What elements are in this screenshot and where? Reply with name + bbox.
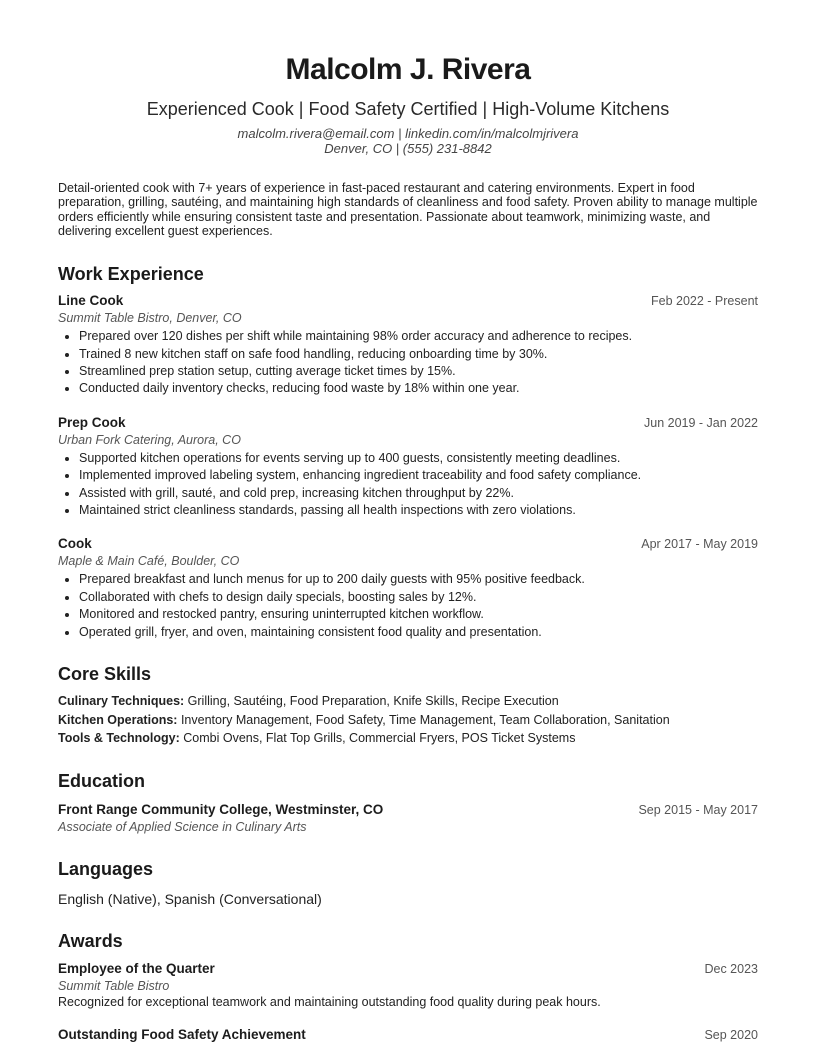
- skill-label: Culinary Techniques:: [58, 694, 185, 709]
- skill-value: Grilling, Sautéing, Food Preparation, Knife Skills, Recipe Execution: [187, 694, 559, 709]
- contact-line-email-linkedin: malcolm.rivera@email.com | linkedin.com/in/malcolmjrivera: [237, 126, 579, 141]
- award-entry: [58, 960, 758, 1010]
- contact-line-location-phone: Denver, CO | (555) 231-8842: [324, 141, 492, 156]
- award-organization: Summit Table Bistro: [58, 978, 170, 993]
- bullet-item: • Assisted with grill, sauté, and cold prep, increasing kitchen throughput by 22%.: [79, 485, 758, 502]
- skill-line: [58, 692, 758, 711]
- bullet-item: • Supported kitchen operations for events serving up to 400 guests, consistently meeting deadlines.: [79, 450, 758, 467]
- degree: Associate of Applied Science in Culinary Arts: [58, 819, 307, 834]
- job-employer: Maple & Main Café, Boulder, CO: [58, 554, 240, 569]
- core-skills-section: [58, 663, 758, 748]
- skill-label: Kitchen Operations:: [58, 712, 178, 727]
- bullet-item: • Monitored and restocked pantry, ensuring uninterrupted kitchen workflow.: [79, 606, 758, 623]
- award-date: Dec 2023: [704, 961, 758, 976]
- job-dates: Apr 2017 - May 2019: [641, 537, 758, 552]
- bullet-item: • Implemented improved labeling system, enhancing ingredient traceability and food safety compliance.: [79, 467, 758, 484]
- job-entry: [58, 414, 758, 520]
- job-dates: Jun 2019 - Jan 2022: [644, 415, 758, 430]
- job-title: Prep Cook: [58, 414, 126, 430]
- languages-section: [58, 858, 758, 908]
- bullet-item: • Operated grill, fryer, and oven, maintaining consistent food quality and presentation.: [79, 624, 758, 641]
- job-entry: [58, 535, 758, 641]
- job-bullets: [58, 571, 758, 641]
- school-name: Front Range Community College, Westminster, CO: [58, 801, 384, 817]
- bullet-item: • Streamlined prep station setup, cutting average ticket times by 15%.: [79, 363, 758, 380]
- candidate-name: Malcolm J. Rivera: [285, 53, 531, 86]
- job-bullets: [58, 450, 758, 520]
- award-title: Employee of the Quarter: [58, 960, 215, 976]
- award-description: Recognized for exceptional teamwork and maintaining outstanding food quality during peak hours.: [58, 994, 601, 1009]
- skill-value: Combi Ovens, Flat Top Grills, Commercial Fryers, POS Ticket Systems: [183, 731, 576, 746]
- skill-line: [58, 711, 758, 730]
- bullet-item: • Prepared over 120 dishes per shift while maintaining 98% order accuracy and adherence to recipes.: [79, 328, 758, 345]
- work-experience-section: [58, 263, 758, 641]
- skill-value: Inventory Management, Food Safety, Time Management, Team Collaboration, Sanitation: [180, 712, 670, 727]
- section-title-awards: Awards: [58, 930, 123, 951]
- languages-text: English (Native), Spanish (Conversational): [58, 890, 322, 907]
- professional-summary: Detail-oriented cook with 7+ years of experience in fast-paced restaurant and catering environments. Expert in food preparation, grilling, sautéing, and maintaining high standards of cleanliness and food safety. Proven ability to manage multiple orders efficiently while ensuring consistent taste and presentation. Passionate about teamwork, minimizing waste, and delivering excellent guest experiences.: [58, 181, 758, 238]
- skill-line: [58, 729, 758, 748]
- award-entry: [58, 1026, 758, 1044]
- job-title: Cook: [58, 536, 92, 552]
- section-title-work-experience: Work Experience: [58, 264, 204, 285]
- job-dates: Feb 2022 - Present: [650, 294, 758, 309]
- bullet-item: • Trained 8 new kitchen staff on safe food handling, reducing onboarding time by 30%.: [79, 346, 758, 363]
- bullet-item: • Prepared breakfast and lunch menus for up to 200 daily guests with 95% positive feedback.: [79, 571, 758, 588]
- bullet-item: • Collaborated with chefs to design daily specials, boosting sales by 12%.: [79, 589, 758, 606]
- education-dates: Sep 2015 - May 2017: [638, 802, 758, 817]
- job-entry: [58, 292, 758, 398]
- section-title-education: Education: [58, 770, 146, 791]
- awards-section: [58, 930, 758, 1044]
- job-employer: Urban Fork Catering, Aurora, CO: [58, 432, 241, 447]
- section-title-languages: Languages: [58, 858, 154, 879]
- award-date: Sep 2020: [704, 1027, 758, 1042]
- job-employer: Summit Table Bistro, Denver, CO: [58, 311, 242, 326]
- job-bullets: [58, 328, 758, 398]
- education-entry: [58, 801, 758, 836]
- job-title: Line Cook: [58, 293, 124, 309]
- bullet-item: • Maintained strict cleanliness standards, passing all health inspections with zero violations.: [79, 502, 758, 519]
- skill-label: Tools & Technology:: [58, 731, 180, 746]
- section-title-core-skills: Core Skills: [58, 664, 152, 685]
- headline: Experienced Cook | Food Safety Certified | High-Volume Kitchens: [146, 99, 670, 119]
- bullet-item: • Conducted daily inventory checks, reducing food waste by 18% within one year.: [79, 380, 758, 397]
- award-title: Outstanding Food Safety Achievement: [58, 1026, 306, 1042]
- education-section: [58, 770, 758, 836]
